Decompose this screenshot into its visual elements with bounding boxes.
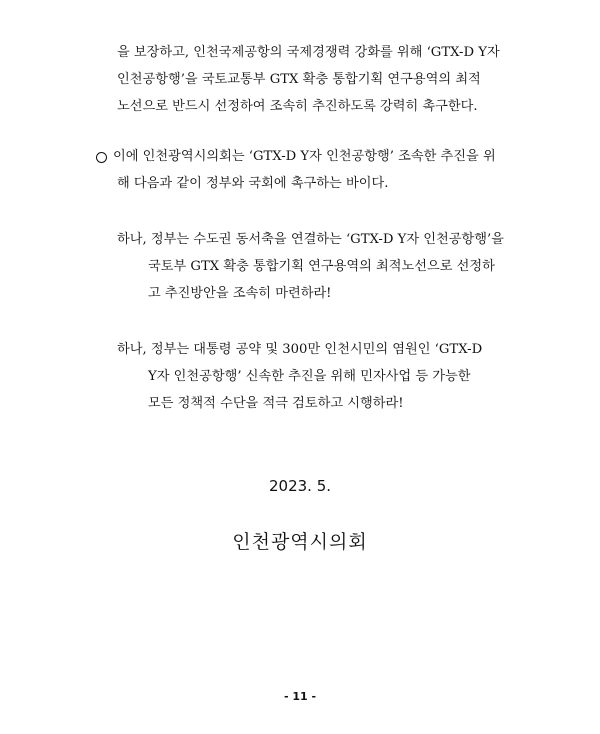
continuation-line-3: 노선으로 반드시 선정하여 조속히 추진하도록 강력히 촉구한다. <box>117 99 478 114</box>
resolution-date: 2023. 5. <box>268 477 332 495</box>
paragraph2-line-2: 해 다음과 같이 정부와 국회에 촉구하는 바이다. <box>117 176 389 191</box>
page-number: - 11 - <box>283 690 317 703</box>
organization-name: 인천광역시의회 <box>232 531 368 553</box>
demand2-line-1: 하나, 정부는 대통령 공약 및 300만 인천시민의 염원인 ‘GTX-D <box>117 342 483 357</box>
demand1-line-3: 고 추진방안을 조속히 마련하라! <box>148 286 332 301</box>
paragraph2-line-1: 이에 인천광역시의회는 ‘GTX-D Y자 인천공항행’ 조속한 추진을 위 <box>113 149 496 164</box>
continuation-line-2: 인천공항행’을 국토교통부 GTX 확충 통합기획 연구용역의 최적 <box>117 72 481 87</box>
continuation-line-1: 을 보장하고, 인천국제공항의 국제경쟁력 강화를 위해 ‘GTX-D Y자 <box>117 45 500 60</box>
demand1-line-2: 국토부 GTX 확충 통합기획 연구용역의 최적노선으로 선정하 <box>148 259 495 274</box>
demand2-line-2: Y자 인천공항행’ 신속한 추진을 위해 민자사업 등 가능한 <box>148 369 471 384</box>
bullet-circle-icon <box>96 152 107 163</box>
demand2-line-3: 모든 정책적 수단을 적극 검토하고 시행하라! <box>148 396 404 411</box>
demand1-line-1: 하나, 정부는 수도권 동서축을 연결하는 ‘GTX-D Y자 인천공항행’을 <box>117 232 504 247</box>
